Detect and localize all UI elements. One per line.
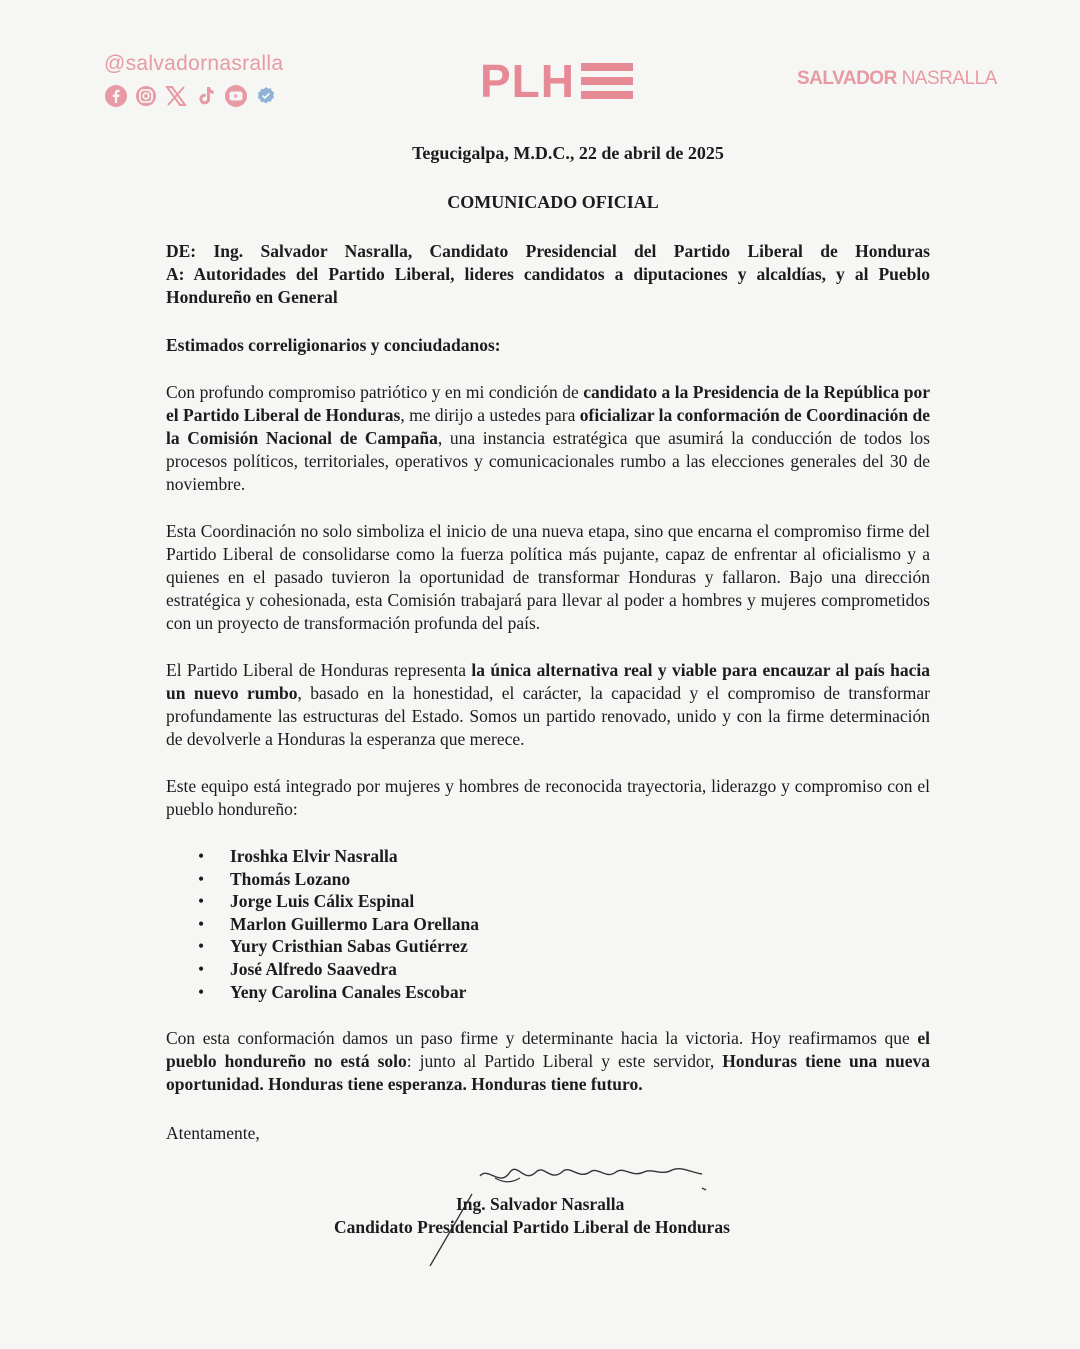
- x-icon: [164, 84, 188, 108]
- list-item: • José Alfredo Saavedra: [166, 958, 930, 981]
- to-line: A: Autoridades del Partido Liberal, lideres candidatos a diputaciones y alcaldías, y al Pueblo: [166, 264, 930, 284]
- facebook-icon: [104, 84, 128, 108]
- letter-body: [166, 142, 930, 1145]
- p1-text: Con profundo compromiso patriótico y en mi condición de: [166, 382, 584, 402]
- paragraph-2: Esta Coordinación no solo simboliza el inicio de una nueva etapa, sino que encarna el compromiso firme del Partido Liberal de consolidarse como la fuerza política más pujante, capaz de enfrentar al oficialismo y a quienes en el pasado tuvieron la oportunidad de transformar Honduras y fallaron. Bajo una dirección estratégica y cohesionada, esta Comisión trabajará para llevar al poder a hombres y mujeres comprometidos con un proyecto de transformación profunda del país.: [166, 521, 930, 633]
- paragraph-5: [166, 1027, 930, 1096]
- signer-name: Ing. Salvador Nasralla: [456, 1194, 625, 1214]
- address-block: [166, 240, 930, 309]
- p3-text: , basado en la honestidad, el carácter, la capacidad y el compromiso de transformar profundamente las estructuras del Estado. Somos un partido renovado, unido y con la firme determinación de devolverle a Honduras la esperanza que merece.: [166, 683, 930, 749]
- document-title: COMUNICADO OFICIAL: [447, 192, 659, 212]
- logo-text: PLH: [480, 55, 575, 107]
- date-line: Tegucigalpa, M.D.C., 22 de abril de 2025: [412, 143, 724, 163]
- closing: Atentamente,: [166, 1123, 260, 1144]
- paragraph-4: Este equipo está integrado por mujeres y hombres de reconocida trayectoria, liderazgo y compromiso con el pueblo hondureño:: [166, 776, 930, 819]
- brand-name: [797, 68, 997, 90]
- logo-flag-icon: [581, 63, 633, 99]
- from-line: DE: Ing. Salvador Nasralla, Candidato Presidencial del Partido Liberal de Honduras: [166, 241, 930, 261]
- p5-text: : junto al Partido Liberal y este servidor,: [406, 1051, 723, 1072]
- verified-icon: [254, 84, 278, 108]
- p5-text: Con esta conformación damos un paso firme y determinante hacia la victoria. Hoy reafirmamos que: [166, 1028, 918, 1049]
- greeting: Estimados correligionarios y conciudadanos:: [166, 335, 501, 355]
- plh-logo: [480, 55, 633, 107]
- p5-bold: el pueblo hondureño no está solo: [166, 1028, 930, 1072]
- to-line-continued: Hondureño en General: [166, 287, 338, 307]
- social-handle: @salvadornasralla: [104, 52, 284, 75]
- youtube-icon: [224, 84, 248, 108]
- p3-bold: la única alternativa real y viable para encauzar al país hacia un nuevo rumbo: [166, 660, 930, 703]
- list-item: • Jorge Luis Cálix Espinal: [166, 890, 930, 913]
- social-icons: [104, 84, 278, 108]
- list-item: • Iroshka Elvir Nasralla: [166, 845, 930, 868]
- list-item: • Thomás Lozano: [166, 868, 930, 891]
- list-item: • Yeny Carolina Canales Escobar: [166, 981, 930, 1004]
- brand-first: SALVADOR: [797, 68, 897, 89]
- list-item: • Yury Cristhian Sabas Gutiérrez: [166, 935, 930, 958]
- signer-title: Candidato Presidencial Partido Liberal de Honduras: [334, 1217, 730, 1237]
- p1-text: , me dirijo a ustedes para: [400, 405, 580, 425]
- instagram-icon: [134, 84, 158, 108]
- p1-text: , una instancia estratégica que asumirá la conducción de todos los procesos políticos, territoriales, operativos y comunicacionales rumbo a las elecciones generales del 30 de noviembre.: [166, 428, 930, 494]
- member-list: [166, 845, 930, 1003]
- paragraph-1: [166, 381, 930, 496]
- p5-bold: Honduras tiene una nueva oportunidad. Honduras tiene esperanza. Honduras tiene futuro.: [166, 1051, 930, 1095]
- brand-last: NASRALLA: [901, 68, 997, 89]
- p1-bold: candidato a la Presidencia de la República por el Partido Liberal de Honduras: [166, 382, 930, 425]
- paragraph-3: [166, 659, 930, 751]
- tiktok-icon: [194, 84, 218, 108]
- p1-bold: oficializar la conformación de Coordinación de la Comisión Nacional de Campaña: [166, 405, 930, 448]
- letterhead: [0, 0, 1080, 130]
- list-item: • Marlon Guillermo Lara Orellana: [166, 913, 930, 936]
- p3-text: El Partido Liberal de Honduras representa: [166, 660, 472, 680]
